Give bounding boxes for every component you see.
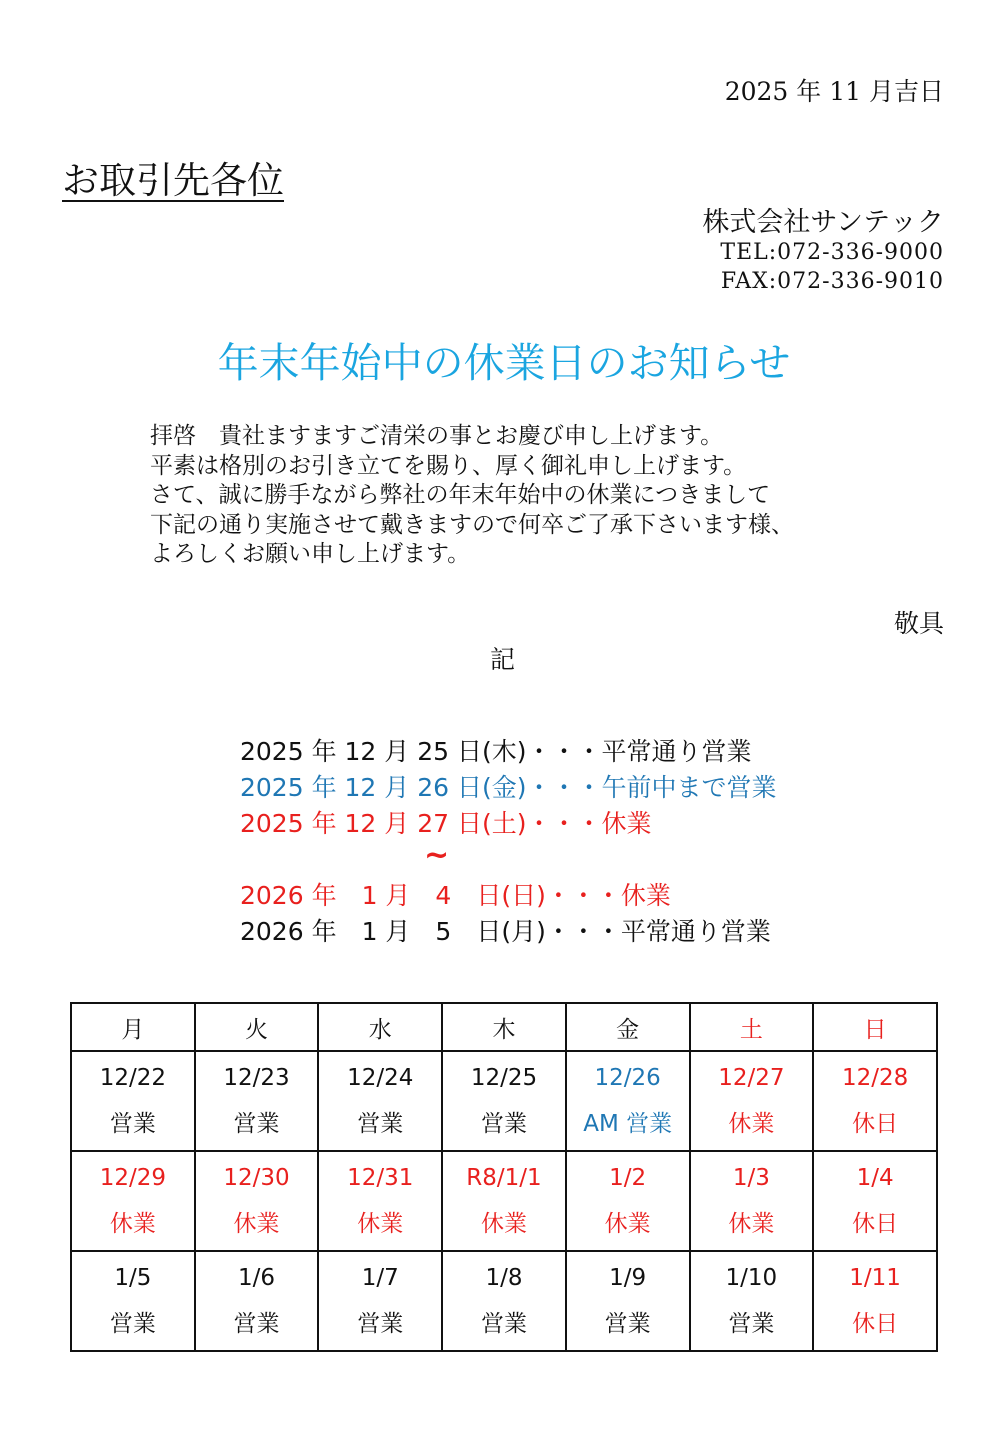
weekday-header: 火	[195, 1003, 319, 1051]
day-status: 営業	[480, 1311, 527, 1337]
holiday-schedule	[240, 734, 777, 950]
calendar-week-row	[71, 1051, 937, 1151]
calendar-day-cell	[690, 1051, 814, 1151]
calendar-day-cell	[71, 1151, 195, 1251]
schedule-spacer	[240, 842, 777, 878]
day-status: 営業	[109, 1311, 156, 1337]
calendar-day-cell	[195, 1151, 319, 1251]
calendar-day-cell	[690, 1151, 814, 1251]
day-date: 1/11	[849, 1265, 901, 1291]
day-date: 1/4	[856, 1165, 894, 1191]
schedule-line: 2025 年 12 月 27 日(土)・・・休業	[240, 809, 652, 838]
day-date: 12/24	[347, 1065, 414, 1091]
weekday-header: 日	[813, 1003, 937, 1051]
greeting-body	[150, 422, 794, 570]
body-line: よろしくお願い申し上げます。	[150, 541, 471, 567]
calendar-day-cell	[318, 1251, 442, 1351]
day-status: 休業	[728, 1211, 775, 1237]
day-date: 12/31	[347, 1165, 414, 1191]
calendar-day-cell	[813, 1251, 937, 1351]
day-status: 営業	[604, 1311, 651, 1337]
day-status: AM 営業	[583, 1111, 673, 1137]
day-status: 営業	[233, 1111, 280, 1137]
day-status: 休業	[728, 1111, 775, 1137]
day-date: 12/29	[99, 1165, 166, 1191]
weekday-header: 土	[690, 1003, 814, 1051]
day-date: 12/30	[223, 1165, 290, 1191]
day-status: 営業	[357, 1111, 404, 1137]
day-status: 営業	[728, 1311, 775, 1337]
day-date: R8/1/1	[466, 1165, 542, 1191]
calendar-day-cell	[318, 1051, 442, 1151]
weekday-header: 木	[442, 1003, 566, 1051]
range-tilde: ~	[424, 838, 450, 873]
calendar-header-row	[71, 1003, 937, 1051]
schedule-line: 2026 年 1 月 5 日(月)・・・平常通り営業	[240, 917, 771, 946]
day-date: 1/10	[725, 1265, 778, 1291]
schedule-line: 2025 年 12 月 26 日(金)・・・午前中まで営業	[240, 773, 777, 802]
weekday-header: 金	[566, 1003, 690, 1051]
day-date: 12/26	[594, 1065, 661, 1091]
company-tel: TEL:072-336-9000	[720, 240, 944, 265]
day-date: 1/7	[361, 1265, 399, 1291]
company-fax: FAX:072-336-9010	[720, 269, 944, 294]
calendar-day-cell	[442, 1151, 566, 1251]
calendar-day-cell	[566, 1051, 690, 1151]
day-status: 休業	[604, 1211, 651, 1237]
calendar-day-cell	[71, 1051, 195, 1151]
calendar-day-cell	[195, 1051, 319, 1151]
calendar-day-cell	[195, 1251, 319, 1351]
day-date: 1/2	[609, 1165, 647, 1191]
day-date: 12/27	[718, 1065, 785, 1091]
day-status: 休日	[852, 1211, 899, 1237]
day-date: 12/28	[841, 1065, 909, 1091]
notice-title: 年末年始中の休業日のお知らせ	[217, 339, 791, 387]
day-status: 営業	[480, 1111, 527, 1137]
ki-marker: 記	[490, 645, 516, 674]
body-line: 拝啓 貴社ますますご清栄の事とお慶び申し上げます。	[150, 423, 724, 449]
day-status: 営業	[109, 1111, 156, 1137]
issue-date: 2025 年 11 月吉日	[724, 77, 944, 106]
day-date: 1/3	[732, 1165, 770, 1191]
weekday-header: 月	[71, 1003, 195, 1051]
day-status: 休業	[109, 1211, 156, 1237]
schedule-line: 2025 年 12 月 25 日(木)・・・平常通り営業	[240, 737, 752, 766]
recipient-heading: お取引先各位	[62, 159, 284, 202]
company-name: 株式会社サンテック	[702, 207, 944, 238]
body-line: さて、誠に勝手ながら弊社の年末年始中の休業につきまして	[150, 482, 771, 508]
calendar-week-row	[71, 1151, 937, 1251]
closing-phrase: 敬具	[893, 609, 944, 638]
calendar-day-cell	[690, 1251, 814, 1351]
day-date: 1/5	[114, 1265, 152, 1291]
day-status: 休業	[233, 1211, 280, 1237]
day-status: 休業	[480, 1211, 527, 1237]
day-status: 休日	[852, 1311, 899, 1337]
holiday-calendar	[70, 1002, 938, 1352]
body-line: 平素は格別のお引き立てを賜り、厚く御礼申し上げます。	[150, 452, 747, 479]
calendar-day-cell	[813, 1151, 937, 1251]
day-status: 休日	[852, 1111, 899, 1137]
day-status: 休業	[357, 1211, 404, 1237]
day-date: 12/22	[99, 1065, 166, 1091]
body-line: 下記の通り実施させて戴きますので何卒ご了承下さいます様、	[150, 511, 794, 538]
day-date: 1/8	[485, 1265, 523, 1291]
calendar-day-cell	[566, 1251, 690, 1351]
day-status: 営業	[357, 1311, 404, 1337]
day-date: 1/6	[238, 1265, 276, 1291]
calendar-day-cell	[566, 1151, 690, 1251]
calendar-day-cell	[442, 1251, 566, 1351]
calendar-week-row	[71, 1251, 937, 1351]
day-date: 12/25	[470, 1065, 538, 1091]
day-date: 12/23	[223, 1065, 290, 1091]
calendar-day-cell	[442, 1051, 566, 1151]
calendar-day-cell	[813, 1051, 937, 1151]
calendar-day-cell	[71, 1251, 195, 1351]
day-date: 1/9	[609, 1265, 647, 1291]
calendar-day-cell	[318, 1151, 442, 1251]
schedule-line: 2026 年 1 月 4 日(日)・・・休業	[240, 881, 671, 910]
weekday-header: 水	[318, 1003, 442, 1051]
day-status: 営業	[233, 1311, 280, 1337]
